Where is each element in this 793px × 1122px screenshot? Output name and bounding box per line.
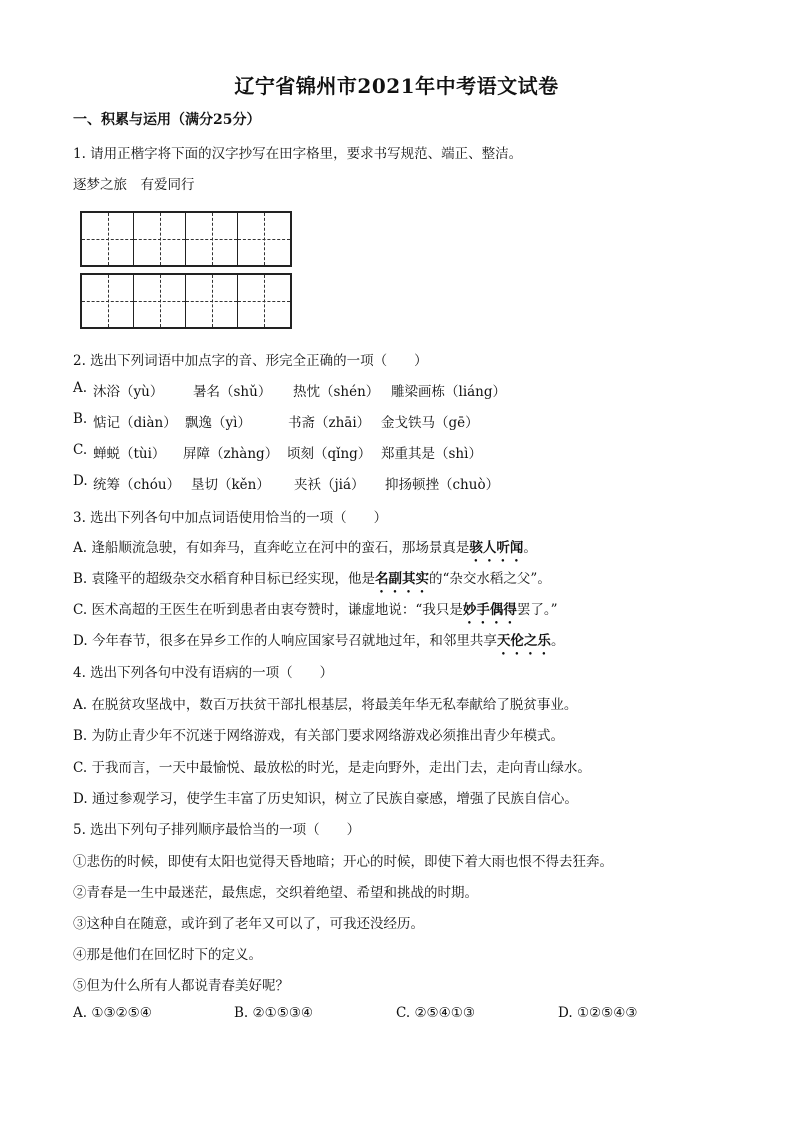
question-3-option-a[interactable] <box>73 536 537 565</box>
option-item: 抑扬顿挫（chuò） <box>385 477 500 493</box>
option-item: 统筹（chóu） <box>93 477 181 493</box>
question-3-option-d[interactable] <box>73 629 564 658</box>
option-item: 金戈铁马（gē） <box>381 415 479 431</box>
option-item: 屏障（zhàng） <box>183 446 279 462</box>
option-label: D. <box>73 473 88 489</box>
tianzige-cell[interactable] <box>134 213 186 265</box>
page-title: 辽宁省锦州市2021年中考语文试卷 <box>234 74 559 98</box>
option-item: 郑重其是（shì） <box>381 446 482 462</box>
option-item: 惦记（diàn） <box>93 415 177 431</box>
option-label: A. <box>73 697 88 713</box>
sentence-5: ⑤但为什么所有人都说青春美好呢？ <box>73 978 289 994</box>
option-label: C. <box>73 602 88 618</box>
option-label: D. <box>73 791 88 807</box>
dotted-phrase: 天伦之乐 <box>496 633 551 649</box>
sentence-4: ④那是他们在回忆时下的定义。 <box>73 947 262 963</box>
option-text: ①②⑤④③ <box>576 1005 638 1021</box>
question-5-option-b[interactable] <box>234 1005 313 1021</box>
question-5-stem: 5. 选出下列句子排列顺序最恰当的一项（ ） <box>73 822 361 838</box>
dotted-phrase: 名副其实 <box>375 571 430 587</box>
question-3-option-c[interactable] <box>73 598 558 627</box>
tianzige-cell[interactable] <box>82 213 134 265</box>
tianzige-cell[interactable] <box>238 275 290 327</box>
question-2-option-a[interactable] <box>73 380 507 400</box>
question-1-phrase: 逐梦之旅 有爱同行 <box>73 177 195 193</box>
question-2-option-d[interactable] <box>73 473 500 493</box>
sentence-1: ①悲伤的时候，即使有太阳也觉得天昏地暗；开心的时候，即使下着大雨也恨不得去狂奔。 <box>73 854 613 870</box>
option-label: C. <box>73 442 88 458</box>
option-item: 热忱（shén） <box>293 384 380 400</box>
option-item: 蝉蜕（tùi） <box>93 446 166 462</box>
dotted-phrase: 骇人听闻 <box>469 540 524 556</box>
tianzige-cell[interactable] <box>82 275 134 327</box>
option-label: A. <box>73 1005 88 1021</box>
tianzige-cell[interactable] <box>134 275 186 327</box>
option-label: B. <box>73 728 88 744</box>
question-2-option-c[interactable] <box>73 442 482 462</box>
tianzige-grid-row-2 <box>80 273 292 329</box>
option-text: 逢船顺流急驶，有如奔马，直奔屹立在河中的蛮石，那场景真是 <box>91 540 470 556</box>
option-text: 。 <box>523 540 537 556</box>
question-5-option-a[interactable] <box>73 1005 152 1021</box>
question-3-stem: 3. 选出下列各句中加点词语使用恰当的一项（ ） <box>73 510 388 526</box>
option-label: C. <box>396 1005 411 1021</box>
question-2-option-b[interactable] <box>73 411 479 431</box>
option-text: 罢了。” <box>516 602 558 618</box>
question-4-option-b[interactable] <box>73 724 564 744</box>
option-text: 在脱贫攻坚战中，数百万扶贫干部扎根基层，将最美年华无私奉献给了脱贫事业。 <box>91 697 578 713</box>
option-label: B. <box>234 1005 249 1021</box>
question-3-option-b[interactable] <box>73 567 551 596</box>
question-5-option-c[interactable] <box>396 1005 475 1021</box>
option-label: D. <box>73 633 88 649</box>
question-4-option-c[interactable] <box>73 756 591 776</box>
question-1-stem: 1. 请用正楷字将下面的汉字抄写在田字格里，要求书写规范、端正、整洁。 <box>73 146 523 162</box>
option-label: D. <box>558 1005 573 1021</box>
option-item: 雕梁画栋（liáng） <box>391 384 507 400</box>
option-label: B. <box>73 571 88 587</box>
option-text: 今年春节，很多在异乡工作的人响应国家号召就地过年，和邻里共享 <box>91 633 497 649</box>
question-5-option-d[interactable] <box>558 1005 637 1021</box>
tianzige-grid-row-1 <box>80 211 292 267</box>
option-text: 袁隆平的超级杂交水稻育种目标已经实现，他是 <box>91 571 376 587</box>
question-4-option-d[interactable] <box>73 787 578 807</box>
option-text: 。 <box>550 633 565 649</box>
option-text: ②①⑤③④ <box>252 1005 314 1021</box>
option-item: 夹袄（jiá） <box>294 477 365 493</box>
question-4-option-a[interactable] <box>73 693 577 713</box>
question-2-stem: 2. 选出下列词语中加点字的音、形完全正确的一项（ ） <box>73 353 428 369</box>
option-item: 顷刻（qǐng） <box>287 446 372 462</box>
option-item: 沐浴（yù） <box>93 384 164 400</box>
option-item: 垦切（kěn） <box>191 477 270 493</box>
section-heading: 一、积累与运用（满分25分） <box>73 112 261 128</box>
sentence-2: ②青春是一生中最迷茫，最焦虑，交织着绝望、希望和挑战的时期。 <box>73 885 478 901</box>
option-text: 的“杂交水稻之父”。 <box>429 571 551 587</box>
option-text: ②⑤④①③ <box>414 1005 475 1021</box>
option-item: 暑名（shǔ） <box>193 384 272 400</box>
tianzige-cell[interactable] <box>238 213 290 265</box>
sentence-3: ③这种自在随意，或许到了老年又可以了，可我还没经历。 <box>73 916 424 932</box>
option-item: 飘逸（yì） <box>185 415 251 431</box>
dotted-phrase: 妙手偶得 <box>462 602 517 618</box>
option-label: B. <box>73 411 88 427</box>
option-label: C. <box>73 760 88 776</box>
option-text: ①③②⑤④ <box>91 1005 152 1021</box>
option-text: 为防止青少年不沉迷于网络游戏，有关部门要求网络游戏必须推出青少年模式。 <box>91 728 565 744</box>
option-item: 书斋（zhāi） <box>288 415 371 431</box>
option-label: A. <box>73 380 88 396</box>
tianzige-cell[interactable] <box>186 275 238 327</box>
option-text: 于我而言，一天中最愉悦、最放松的时光，是走向野外，走出门去，走向青山绿水。 <box>91 760 591 776</box>
option-label: A. <box>73 540 88 556</box>
option-text: 医术高超的王医生在听到患者由衷夸赞时，谦虚地说：“我只是 <box>91 602 463 618</box>
question-4-stem: 4. 选出下列各句中没有语病的一项（ ） <box>73 665 334 681</box>
tianzige-cell[interactable] <box>186 213 238 265</box>
option-text: 通过参观学习，使学生丰富了历史知识，树立了民族自豪感，增强了民族自信心。 <box>91 791 578 807</box>
